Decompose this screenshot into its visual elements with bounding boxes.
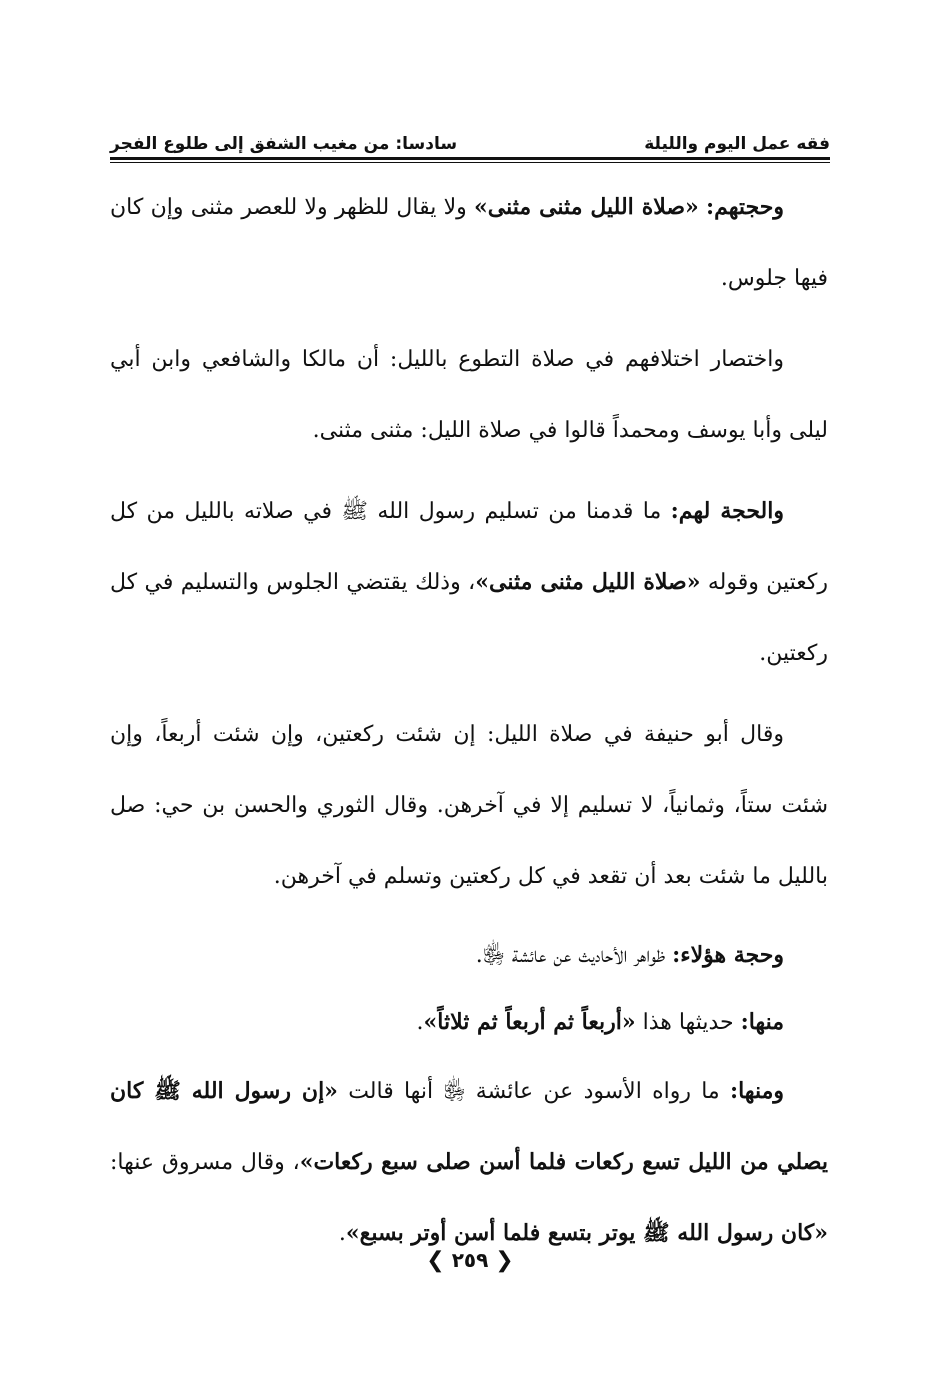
paragraph-text: ظواهر الأحاديث عن عائشة ﵂. xyxy=(475,943,673,968)
page-number-value: ٢٥٩ xyxy=(451,1248,489,1272)
paragraph-lead: والحجة لهم: xyxy=(670,498,784,524)
page-body xyxy=(110,172,828,1271)
header-rule-thin xyxy=(110,162,830,163)
paragraph-3 xyxy=(110,476,828,689)
paragraph-text: ما رواه الأسود عن عائشة ﵂ أنها قالت xyxy=(337,1079,730,1104)
hadith-quote: «كان رسول الله ﷺ يوتر بتسع فلما أسن أوتر بسبع» xyxy=(345,1220,828,1246)
book-title: فقه عمل اليوم والليلة xyxy=(644,134,830,154)
hadith-quote: «صلاة الليل مثنى مثنى» xyxy=(474,194,699,220)
paragraph-text: واختصار اختلافهم في صلاة التطوع بالليل: أن مالكا والشافعي وابن أبي ليلى وأبا يوسف ومحمداً قالوا في صلاة الليل: مثنى مثنى. xyxy=(110,347,828,443)
paragraph-text: . xyxy=(338,1221,346,1246)
paragraph-text: ما قدمنا من تسليم رسول الله ﷺ في صلاته بالليل من كل ركعتين وقوله xyxy=(110,499,828,595)
paragraph-text: وقال أبو حنيفة في صلاة الليل: إن شئت ركعتين، وإن شئت أربعاً، وإن شئت ستاً، وثمانياً، لا تسليم إلا في آخرهن. وقال الثوري والحسن بن حي: صل بالليل ما شئت بعد أن تقعد في كل ركعتين وتسلم في آخرهن. xyxy=(110,722,828,889)
ornament-left-icon: ❮ xyxy=(495,1248,514,1273)
page-number xyxy=(0,1248,940,1273)
section-title: سادسا: من مغيب الشفق إلى طلوع الفجر xyxy=(110,134,458,154)
paragraph-4 xyxy=(110,699,828,912)
hadith-quote: «أربعاً ثم أربعاً ثم ثلاثاً» xyxy=(423,1009,636,1035)
running-header xyxy=(110,124,830,154)
paragraph-2 xyxy=(110,324,828,466)
paragraph-lead: ومنها: xyxy=(729,1078,784,1104)
hadith-quote: «صلاة الليل مثنى مثنى» xyxy=(475,569,701,595)
hadith-quote: «إن رسول الله ﷺ كان يصلي من الليل تسع ركعات فلما أسن صلى سبع ركعات» xyxy=(110,1078,828,1175)
paragraph-lead: وحجة هؤلاء: xyxy=(672,942,784,968)
paragraph-6 xyxy=(110,989,828,1056)
ornament-right-icon: ❯ xyxy=(426,1248,445,1273)
paragraph-lead: وحجتهم: xyxy=(706,194,784,220)
paragraph-text: ولا يقال للظهر ولا للعصر مثنى وإن كان فيها جلوس. xyxy=(110,195,828,291)
paragraph-text: ، وقال مسروق عنها: xyxy=(110,1150,300,1175)
paragraph-text: . xyxy=(416,1010,424,1035)
paragraph-lead: منها: xyxy=(740,1009,784,1035)
paragraph-text: حديثها هذا xyxy=(635,1010,741,1035)
paragraph-5 xyxy=(110,922,828,989)
paragraph-text: ، وذلك يقتضي الجلوس والتسليم في كل ركعتين. xyxy=(110,570,828,666)
paragraph-1 xyxy=(110,172,828,314)
header-rule xyxy=(110,157,830,160)
paragraph-7 xyxy=(110,1056,828,1269)
